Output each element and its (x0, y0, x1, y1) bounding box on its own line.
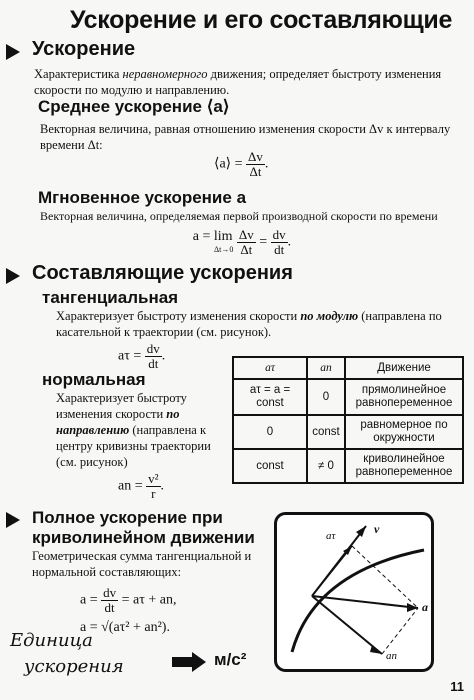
table-row (233, 379, 463, 415)
heading-acceleration: Ускорение (32, 38, 136, 60)
units-label-line1: Единица (10, 630, 93, 651)
page-title: Ускорение и его составляющие (70, 6, 453, 34)
table-cell: равномерное по окружности (345, 415, 463, 449)
section-marker-icon (6, 512, 20, 528)
instant-acceleration-formula: a = lim Δt→0 $\frac{\Delta v}{\Delta t}$ = $\frac{dv}{dt}$ . (192, 227, 292, 257)
table-header-cell: Движение (345, 357, 463, 379)
table-cell: прямолинейное равнопеременное (345, 379, 463, 415)
units-value: м/с² (214, 650, 247, 669)
normal-formula: an = $\frac{\text{v²}}{r}$ . (118, 471, 165, 501)
table-row (233, 449, 463, 483)
label-v: v (374, 522, 380, 536)
table-row (233, 415, 463, 449)
average-acceleration-text: Векторная величина, равная отношению изменения скорости Δv к интервалу времени Δt: (40, 122, 451, 152)
table-cell: 0 (307, 379, 345, 415)
arrow-right-icon (172, 652, 206, 677)
heading-components: Составляющие ускорения (32, 262, 293, 284)
table-cell: криволинейное равнопеременное (345, 449, 463, 483)
tangential-text: Характеризует быстроту изменения скорости по модулю (направлена по касательной к траектории (см. рисунок). (56, 309, 442, 339)
tangential-formula: aτ = $\frac{dv}{dt}$ . (118, 341, 166, 371)
heading-normal: нормальная (42, 370, 146, 389)
vector-diagram-icon (274, 512, 434, 672)
table-cell: aτ = a = const (233, 379, 307, 415)
heading-instant-acceleration: Мгновенное ускорение a (38, 188, 247, 207)
table-cell: const (307, 415, 345, 449)
table-header-cell: an (307, 357, 345, 379)
heading-total-acceleration: Полное ускорение при криволинейном движении (32, 508, 255, 547)
total-acceleration-formula-2: a = √(aτ² + an²). (80, 620, 170, 635)
label-a: a (422, 600, 428, 614)
table-cell: ≠ 0 (307, 449, 345, 483)
motion-table (232, 356, 464, 484)
table-cell: 0 (233, 415, 307, 449)
total-acceleration-formula-1: a = $\frac{dv}{dt}$ = aτ + an, (80, 585, 177, 615)
label-a-tau: aτ (326, 530, 336, 542)
units-label-line2: ускорения (24, 656, 124, 677)
table-header-cell: aτ (233, 357, 307, 379)
acceleration-vector-figure (274, 512, 434, 672)
heading-average-acceleration: Среднее ускорение ⟨a⟩ (38, 97, 230, 116)
average-acceleration-formula: ⟨a⟩ = $\frac{\Delta v}{\Delta t}$ . (214, 149, 269, 179)
normal-text: Характеризует быстроту изменения скорости по направлению (направлена к центру кривизны траектории (см. рисунок) (56, 391, 211, 469)
page-number: 11 (450, 679, 464, 694)
acceleration-definition: Характеристика неравномерного движения; определяет быстроту изменения скорости по модулю и направлению. (34, 67, 442, 97)
section-marker-icon (6, 268, 20, 284)
table-cell: const (233, 449, 307, 483)
label-a-n: an (386, 650, 397, 662)
heading-tangential: тангенциальная (42, 288, 179, 307)
section-marker-icon (6, 44, 20, 60)
total-acceleration-text: Геометрическая сумма тангенциальной и нормальной составляющих: (32, 549, 252, 579)
instant-acceleration-text: Векторная величина, определяемая первой производной скорости по времени (40, 209, 438, 223)
table-header-row (233, 357, 463, 379)
